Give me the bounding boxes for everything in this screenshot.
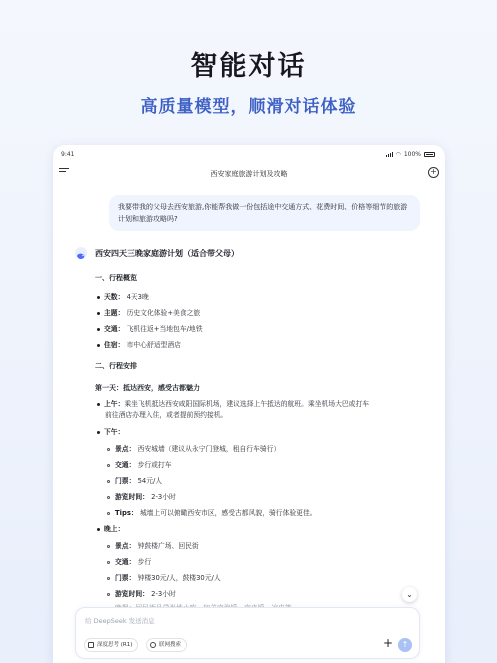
device-screen bbox=[53, 145, 445, 663]
deep-think-label: 深度思考 (R1) bbox=[97, 642, 133, 648]
status-bar bbox=[61, 149, 435, 161]
sub-list-item: 游览时间： 2-3小时 bbox=[107, 492, 176, 503]
topbar bbox=[53, 165, 445, 183]
message-composer bbox=[75, 607, 420, 659]
sub-list-item: 交通： 步行或打车 bbox=[107, 460, 172, 471]
list-item: 交通： 飞机往返+当地包车/地铁 bbox=[97, 324, 203, 335]
attach-plus-icon[interactable]: + bbox=[382, 636, 393, 650]
sub-list-item: 门票： 钟楼30元/人，鼓楼30元/人 bbox=[107, 573, 221, 584]
list-item: 上午：乘坐飞机抵达西安咸阳国际机场，建议选择上午抵达的航班。乘坐机场大巴或打车 bbox=[97, 399, 369, 410]
deep-think-icon bbox=[88, 642, 94, 648]
send-button[interactable]: ↑ bbox=[398, 638, 412, 652]
battery-text: 100% bbox=[403, 151, 421, 158]
wifi-icon: ◠ bbox=[395, 151, 401, 158]
list-item: 住宿： 市中心舒适型酒店 bbox=[97, 340, 181, 351]
sub-list-item: 交通： 步行 bbox=[107, 557, 151, 568]
battery-icon bbox=[424, 152, 435, 157]
hero-title: 智能对话 bbox=[190, 51, 307, 82]
day-heading: 第一天：抵达西安，感受古都魅力 bbox=[95, 384, 200, 392]
list-item: 下午： bbox=[97, 427, 124, 438]
web-search-button[interactable] bbox=[146, 638, 187, 652]
list-item: 晚上： bbox=[97, 524, 124, 535]
globe-icon bbox=[150, 642, 156, 648]
signal-icon bbox=[386, 152, 393, 157]
section-heading: 一、行程概览 bbox=[95, 274, 137, 282]
section-heading: 二、行程安排 bbox=[95, 362, 137, 370]
answer-title: 西安四天三晚家庭游计划（适合带父母） bbox=[95, 249, 239, 258]
web-search-label: 联网搜索 bbox=[159, 642, 182, 648]
user-message: 我要带我的父母去西安旅游,你能帮我做一份包括途中交通方式、花费时间、价格等细节的旅游计划和旅游攻略吗? bbox=[109, 195, 420, 231]
scroll-down-button[interactable]: ⌄ bbox=[402, 587, 417, 602]
deep-think-button[interactable] bbox=[84, 638, 138, 652]
sub-list-item: 景点： 西安城墙（建议从永宁门登城，租自行车骑行） bbox=[107, 444, 280, 455]
list-item: 天数： 4天3晚 bbox=[97, 292, 149, 303]
status-time: 9:41 bbox=[61, 151, 75, 158]
list-item: 主题： 历史文化体验+美食之旅 bbox=[97, 308, 200, 319]
page-title: 西安家庭旅游计划及攻略 bbox=[210, 170, 288, 178]
sub-list-item: 游览时间： 2-3小时 bbox=[107, 589, 176, 600]
sub-list-item: Tips： 城墙上可以俯瞰西安市区，感受古都风貌，骑行体验更佳。 bbox=[107, 508, 317, 519]
deepseek-logo-icon bbox=[75, 247, 87, 259]
list-item-continued: 前往酒店办理入住，或者提前预约接机。 bbox=[105, 411, 228, 419]
hero-subtitle: 高质量模型，顺滑对话体验 bbox=[140, 97, 357, 117]
new-chat-icon[interactable]: + bbox=[428, 167, 439, 178]
message-input[interactable]: 给 DeepSeek 发送消息 bbox=[85, 617, 155, 625]
sub-list-item: 景点： 钟鼓楼广场、回民街 bbox=[107, 541, 199, 552]
sub-list-item: 门票： 54元/人 bbox=[107, 476, 162, 487]
